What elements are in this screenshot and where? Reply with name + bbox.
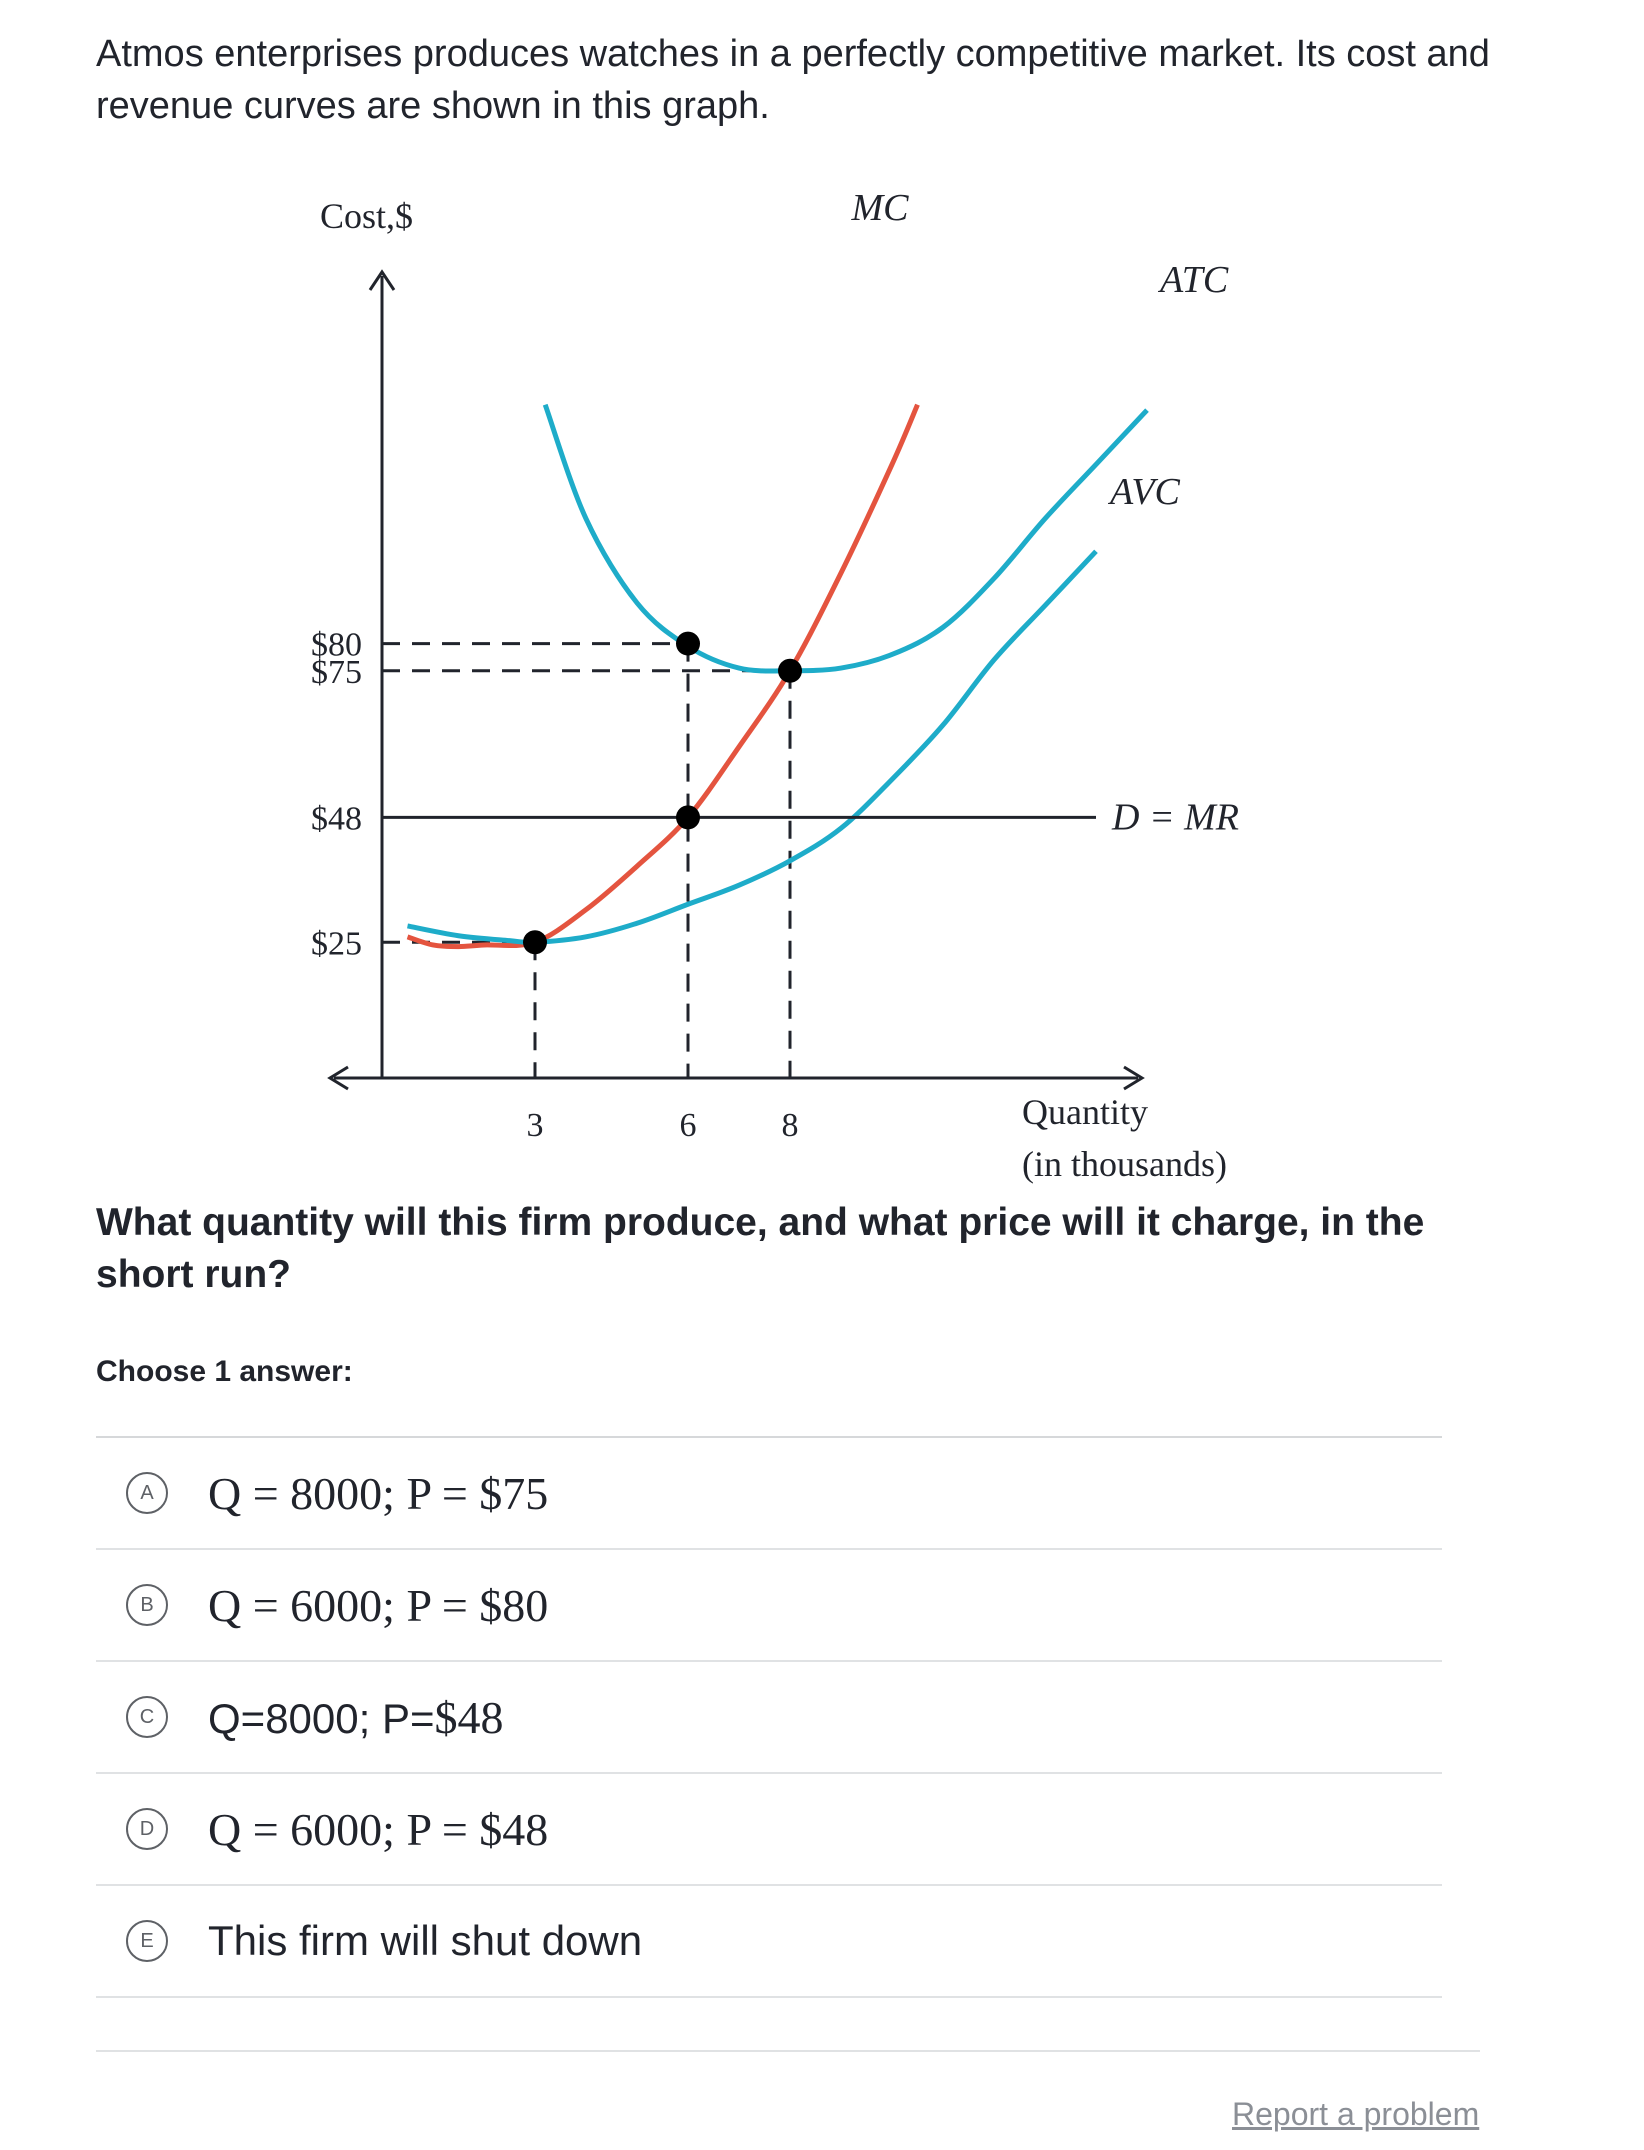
choice-text-c-math: $48 <box>434 1691 504 1743</box>
choice-letter-a: A <box>126 1472 168 1514</box>
curve-label-d-mr: D = MR <box>1112 796 1239 839</box>
answer-choice-b[interactable] <box>96 1550 1442 1662</box>
choice-text-b: Q = 6000; P = $80 <box>208 1579 549 1631</box>
choice-letter-b: B <box>126 1584 168 1626</box>
choice-text-c-main: Q=8000; P= <box>208 1694 435 1742</box>
y-tick-label: $75 <box>311 653 362 691</box>
curve-label-mc: MC <box>851 187 909 229</box>
intersection-point <box>778 659 802 683</box>
y-tick-label: $48 <box>311 800 362 838</box>
x-tick-label: 6 <box>679 1107 697 1144</box>
choice-text-d: Q = 6000; P = $48 <box>208 1803 549 1855</box>
dashed-guides <box>382 644 790 1078</box>
intersection-point <box>523 930 547 954</box>
bottom-divider <box>96 2050 1480 2052</box>
answer-choice-a[interactable] <box>96 1438 1442 1550</box>
curve-label-avc: AVC <box>1110 471 1180 513</box>
curve-avc <box>408 551 1097 942</box>
marked-points <box>523 632 802 955</box>
question-text: What quantity will this firm produce, and what price will it charge, in the short run? <box>96 1201 1425 1296</box>
y-tick-label: $25 <box>311 925 362 963</box>
intersection-point <box>676 805 700 829</box>
cost-revenue-chart <box>0 180 1644 1190</box>
choice-text-e: This firm will shut down <box>208 1917 643 1964</box>
curve-mc <box>408 405 918 947</box>
choice-letter-c: C <box>126 1696 168 1738</box>
answer-choice-d[interactable] <box>96 1774 1442 1886</box>
curves <box>382 405 1147 947</box>
choice-text-a: Q = 8000; P = $75 <box>208 1467 549 1519</box>
choice-letter-e: E <box>126 1920 168 1962</box>
curve-labels <box>851 187 1239 838</box>
answer-choice-e[interactable] <box>96 1886 1442 1998</box>
curve-atc <box>545 405 1147 671</box>
y-axis-label: Cost,$ <box>320 196 414 236</box>
tick-labels <box>311 627 799 1144</box>
axes <box>330 272 1142 1089</box>
answer-choice-c[interactable] <box>96 1662 1442 1774</box>
answer-list <box>96 1436 1442 1998</box>
curve-label-atc: ATC <box>1160 259 1229 301</box>
x-tick-label: 8 <box>781 1107 799 1144</box>
x-axis-label: Quantity <box>1022 1092 1148 1132</box>
intersection-point <box>676 632 700 656</box>
choice-letter-d: D <box>126 1808 168 1850</box>
y-tick-label: $80 <box>311 626 362 664</box>
report-problem-link[interactable]: Report a problem <box>1232 2096 1480 2132</box>
problem-intro: Atmos enterprises produces watches in a perfectly competitive market. Its cost and revenue curves are shown in this graph. <box>96 33 1490 127</box>
x-axis-label-sub: (in thousands) <box>1022 1144 1227 1184</box>
choice-text-c <box>208 1691 504 1744</box>
choose-label: Choose 1 answer: <box>96 1355 353 1388</box>
x-tick-label: 3 <box>526 1107 544 1144</box>
